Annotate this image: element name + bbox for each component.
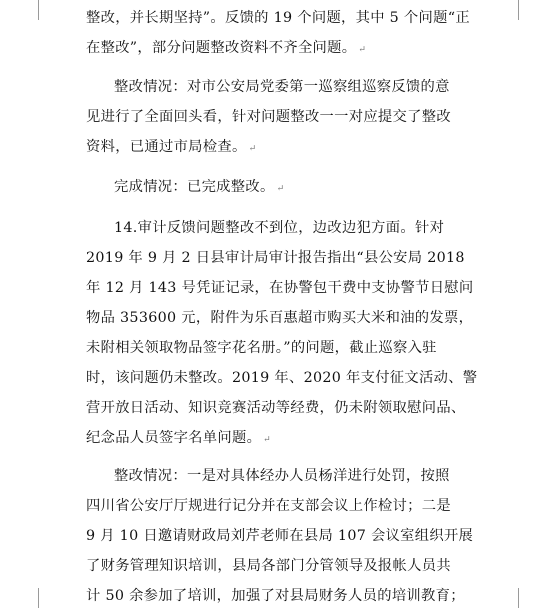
crop-mark-bottom-left — [18, 588, 39, 608]
text-line: 年 12 月 143 号凭证记录，在协警包干费中支协警节日慰问 — [86, 280, 474, 296]
text-line: 2019 年 9 月 2 日县审计局审计报告指出“县公安局 2018 — [86, 250, 465, 266]
paragraph-rectification-status — [86, 72, 486, 162]
text-line: 资料，已通过市局检查。 ↵ — [86, 132, 486, 162]
paragraph-rectification-details — [86, 461, 486, 611]
text-line: 整改，并长期坚持”。反馈的 19 个问题，其中 5 个问题“正 — [86, 10, 470, 26]
crop-mark-top-left — [18, 0, 39, 20]
crop-mark-bottom-right — [518, 588, 539, 608]
text-line: 在整改”，部分问题整改资料不齐全问题。 ↵ — [86, 33, 486, 63]
crop-mark-top-right — [518, 0, 539, 20]
text-line: 计 50 余参加了培训，加强了对县局财务人员的培训教育； — [86, 588, 465, 604]
text-line: 了财务管理知识培训，县局各部门分管领导及报帐人员共 — [86, 558, 451, 574]
text-line: 见进行了全面回头看，针对问题整改一一对应提交了整改 — [86, 109, 451, 125]
text-line: 未附相关领取物品签字花名册。”的问题，截止巡察入驻 — [86, 340, 437, 356]
text-line: 纪念品人员签字名单问题。 ↵ — [86, 423, 486, 453]
text-line: 四川省公安厅厅规进行记分并在支部会议上作检讨；二是 — [86, 498, 451, 514]
text-line: 整改情况：对市公安局党委第一巡察组巡察反馈的意 — [114, 79, 450, 95]
paragraph-mark-icon: ↵ — [276, 184, 285, 194]
text-line: 14.审计反馈问题整改不到位，边改边犯方面。针对 — [114, 220, 445, 236]
paragraph-mark-icon: ↵ — [263, 435, 272, 445]
paragraph-completion-status — [86, 172, 486, 202]
paragraph-continuation — [86, 3, 486, 63]
text-line: 整改情况：一是对具体经办人员杨洋进行处罚，按照 — [114, 468, 450, 484]
text-line: 完成情况：已完成整改。 ↵ — [86, 172, 486, 202]
text-line: 9 月 10 日邀请财政局刘芹老师在县局 107 会议室组织开展 — [86, 528, 474, 544]
paragraph-audit-feedback — [86, 213, 486, 453]
text-line: 营开放日活动、知识竞赛活动等经费，仍未附领取慰问品、 — [86, 400, 466, 416]
paragraph-mark-icon: ↵ — [358, 45, 367, 55]
text-line: 物品 353600 元，附件为乐百惠超市购买大米和油的发票， — [86, 310, 474, 326]
text-line: 时，该问题仍未整改。2019 年、2020 年支付征文活动、警 — [86, 370, 478, 386]
paragraph-mark-icon: ↵ — [248, 144, 257, 154]
